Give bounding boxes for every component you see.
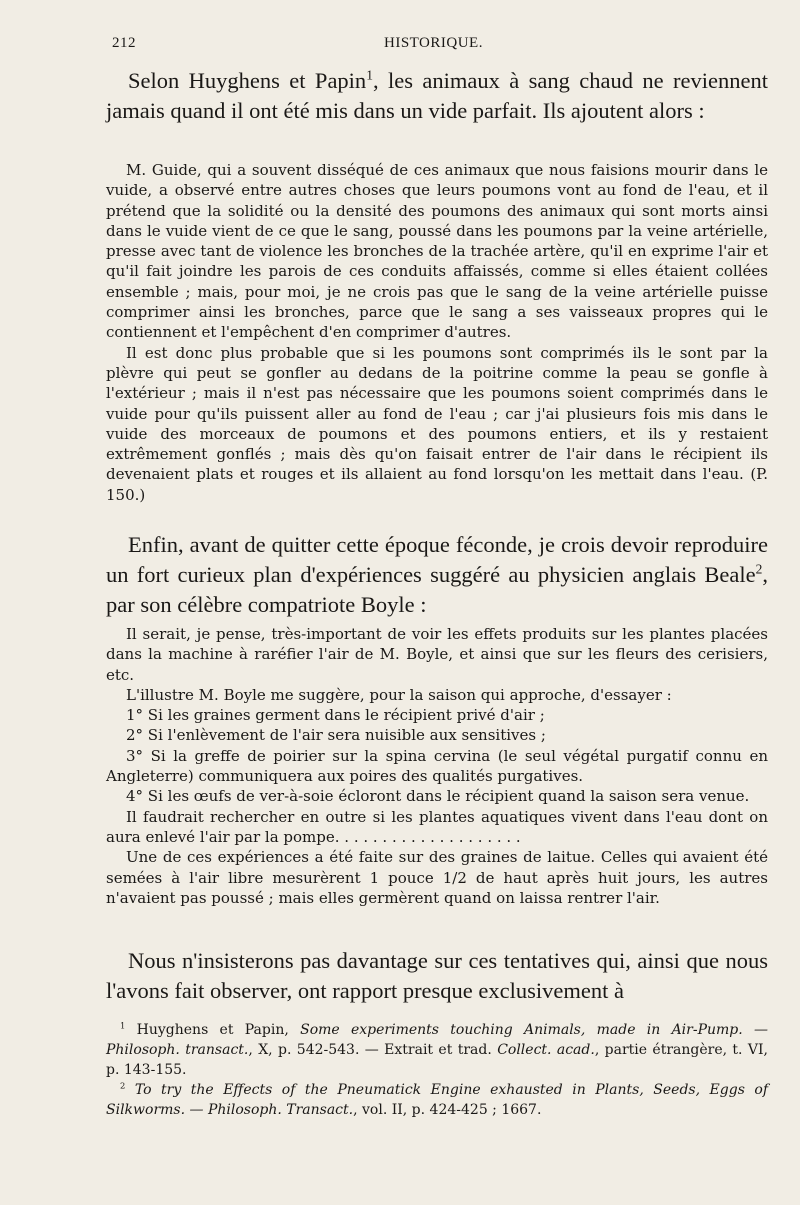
quote-paragraph: Il faudrait rechercher en outre si les plantes aquatiques vivent dans l'eau dont on aura enlevé l'air par la pompe. . . . . . . . . . . . . . . . . . . . — [106, 807, 768, 846]
footnote-collection: Collect. acad. — [497, 1042, 595, 1058]
paragraph-text: Selon Huyghens et Papin — [128, 68, 367, 93]
paragraph-conclusion — [106, 946, 768, 1006]
experiment-item: 3° Si la greffe de poirier sur la spina cervina (le seul végétal purgatif connu en Angleterre) communiquera aux poires des qualités purgatives. — [106, 746, 768, 786]
quote-paragraph: M. Guide, qui a souvent disséqué de ces animaux que nous faisions mourir dans le vuide, a observé entre autres choses que leurs poumons vont au fond de l'eau, et il prétend que la solidité ou la densité des poumons des animaux qui sont morts ainsi dans le vuide vient de ce que le sang, poussé dans les poumons par la veine artérielle, presse avec tant de violence les bronches de la trachée artère, qu'il en exprime l'air et qu'il fait joindre les parois de ces conduits affaissés, comme si elles étaient collées ensemble ; mais, pour moi, je ne crois pas que le sang de la veine artérielle puisse comprimer ainsi les bronches, parce que le sang a ses vaisseaux propres qui le contiennent et l'empêchent d'en comprimer d'autres. — [106, 161, 768, 342]
footnote-mark: 1 — [120, 1020, 126, 1031]
quote-paragraph: Il serait, je pense, très-important de voir les effets produits sur les plantes placées dans la machine à raréfier l'air de M. Boyle, et ainsi que sur les fleurs des cerisiers, etc. — [106, 625, 768, 684]
experiment-item: 1° Si les graines germent dans le récipient privé d'air ; — [126, 706, 545, 725]
footnote-2 — [106, 1080, 768, 1120]
footnote-1 — [106, 1020, 768, 1080]
footnote-ref-2: 2 — [755, 561, 763, 577]
paragraph-beale-boyle — [106, 530, 768, 620]
paragraph-huyghens-papin — [106, 66, 768, 126]
quote-paragraph: Il est donc plus probable que si les poumons sont comprimés ils le sont par la plèvre qui peut se gonfler au dedans de la poitrine comme la peau se gonfle à l'extérieur ; mais il n'est pas nécessaire que les poumons soient comprimés dans le vuide pour qu'ils puissent aller au fond de l'eau ; car j'ai plusieurs fois mis dans le vuide des morceaux de poumons et des poumons entiers, et ils y restaient extrêmement gonflés ; mais dès qu'on faisait entrer de l'air dans le récipient ils devenaient plats et rouges et ils allaient au fond lorsqu'on les mettait dans l'eau. (P. 150.) — [106, 343, 768, 504]
footnote-title: To try the Effects of the Pneumatick Engine exhausted in Plants, Seeds, Eggs of Silkworms. — Philosoph. Transact. — [106, 1082, 768, 1118]
footnote-title: Some experiments touching Animals, made in Air-Pump. — Philosoph. transact. — [106, 1022, 769, 1058]
footnote-ref-1: 1 — [366, 67, 373, 83]
quotation-guide — [106, 160, 768, 505]
footnote-text: , partie étrangère, t. VI, p. 143-155. — [106, 1042, 768, 1078]
paragraph-text: Nous n'insisterons pas davantage sur ces tentatives qui, ainsi que nous l'avons fait observer, ont rapport presque exclusivement à — [106, 948, 768, 1003]
experiment-item: 4° Si les œufs de ver-à-soie écloront dans le récipient quand la saison sera venue. — [126, 787, 750, 806]
page-number: 212 — [112, 35, 136, 51]
footnote-text: , X, p. 542-543. — Extrait et trad. — [248, 1042, 498, 1058]
quote-paragraph: Une de ces expériences a été faite sur des graines de laitue. Celles qui avaient été semées à l'air libre mesurèrent 1 pouce 1/2 de haut après huit jours, les autres n'avaient pas poussé ; mais elles germèrent quand on laissa rentrer l'air. — [106, 848, 768, 907]
paragraph-text: Enfin, avant de quitter cette époque féconde, je crois devoir reproduire un fort curieux plan d'expériences suggéré au physicien anglais Beale — [106, 532, 768, 587]
experiment-item: 2° Si l'enlèvement de l'air sera nuisible aux sensitives ; — [126, 726, 546, 745]
quotation-boyle-plan — [106, 624, 768, 908]
footnote-mark: 2 — [120, 1080, 126, 1091]
footnote-text: Huyghens et Papin, — [136, 1022, 301, 1038]
quote-paragraph: L'illustre M. Boyle me suggère, pour la saison qui approche, d'essayer : — [126, 685, 672, 704]
footnote-text: , vol. II, p. 424-425 ; 1667. — [353, 1102, 542, 1118]
paragraph-text-rest: , par son célèbre compatriote Boyle : — [106, 562, 768, 617]
footnotes — [106, 1020, 768, 1120]
paragraph-text-rest: , les animaux à sang chaud ne reviennent jamais quand il ont été mis dans un vide parfait. Ils ajoutent alors : — [106, 68, 768, 123]
running-title: HISTORIQUE. — [384, 35, 483, 51]
